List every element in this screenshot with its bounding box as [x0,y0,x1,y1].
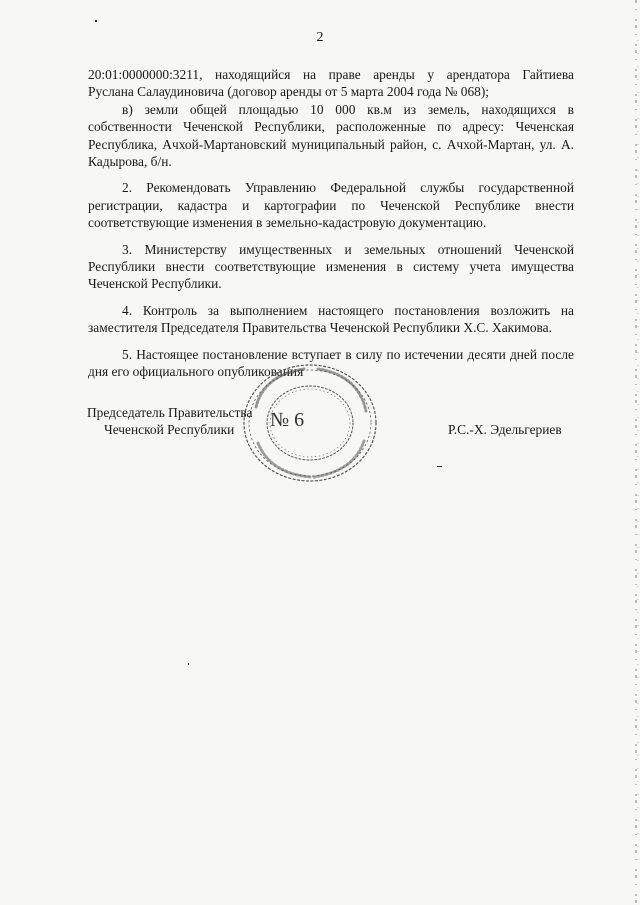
scan-edge-artifact [632,0,640,905]
scan-speck [188,663,189,665]
page-number: 2 [316,30,324,45]
seal-number: № 6 [270,409,305,431]
signatory-name: Р.С.-Х. Эдельгериев [448,422,562,437]
scan-speck [95,20,97,22]
paragraph-cadastral-line-2: Руслана Салаудиновича (договор аренды от 5 марта 2004 года № 068); [88,84,490,100]
signatory-title-line-1: Председатель Правительства [87,405,253,420]
official-seal-stamp [234,357,380,487]
signatory-title-line-2: Чеченской Республики [104,422,235,437]
signatory-title [87,404,252,438]
paragraph-item-5: 5. Настоящее постановление вступает в силу по истечении десяти дней после дня его официального опубликования [88,346,574,380]
paragraph-item-2: 2. Рекомендовать Управлению Федеральной службы государственной регистрации, кадастра и картографии по Чеченской Республике внести соответствующие изменения в земельно-кадастровую документацию. [88,180,574,231]
paragraph-item-3: 3. Министерству имущественных и земельных отношений Чеченской Республики внести соответствующие изменения в систему учета имущества Чеченской Республики. [88,241,574,292]
paragraph-land-item-v: в) земли общей площадью 10 000 кв.м из земель, находящихся в собственности Чеченской Республики, расположенные по адресу: Чеченская Республика, Ачхой-Мартановский муниципальный район, с. Ачхой-Мартан, ул. А. Кадырова, б/н. [88,101,574,170]
paragraph-cadastral-line-1: 20:01:0000000:3211, находящийся на праве аренды у арендатора Гайтиева [88,67,574,82]
paragraph-item-4: 4. Контроль за выполнением настоящего постановления возложить на заместителя Председателя Правительства Чеченской Республики Х.С. Хакимова. [88,302,574,336]
document-body [88,66,574,381]
scan-speck [437,466,442,467]
